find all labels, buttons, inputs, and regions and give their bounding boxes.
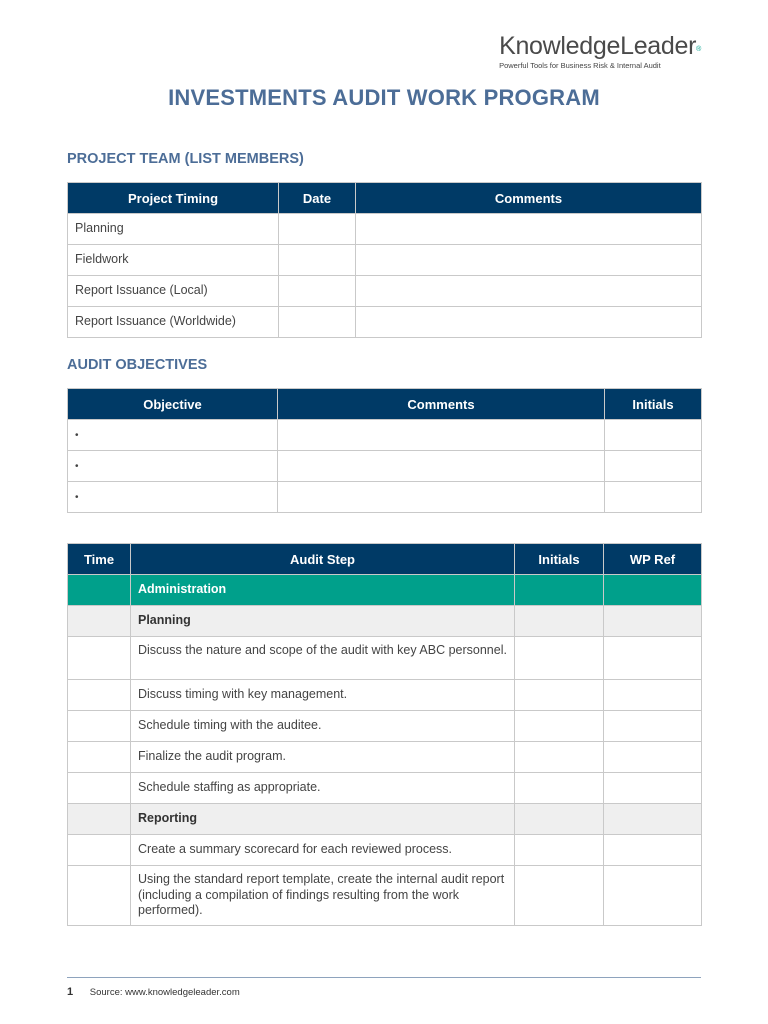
- subsection-row-planning: [68, 606, 702, 637]
- audit-step-cell: Schedule staffing as appropriate.: [131, 773, 515, 804]
- timing-cell: Report Issuance (Local): [68, 276, 279, 307]
- bullet-marker: •: [75, 429, 79, 441]
- logo-tagline: Powerful Tools for Business Risk & Internal Audit: [499, 61, 661, 70]
- bullet-marker: •: [75, 460, 79, 472]
- objective-cell[interactable]: [68, 451, 278, 482]
- date-cell[interactable]: [279, 276, 356, 307]
- project-team-heading: PROJECT TEAM (LIST MEMBERS): [67, 151, 304, 167]
- page-footer: [67, 986, 240, 998]
- table-header-row: [68, 389, 702, 420]
- timing-cell: Report Issuance (Worldwide): [68, 307, 279, 338]
- audit-step-cell: Finalize the audit program.: [131, 742, 515, 773]
- audit-step-cell: Discuss timing with key management.: [131, 680, 515, 711]
- wp-ref-cell[interactable]: [604, 680, 702, 711]
- initials-cell[interactable]: [605, 482, 702, 513]
- initials-cell: [515, 606, 604, 637]
- subsection-row-reporting: [68, 804, 702, 835]
- wp-ref-cell: [604, 804, 702, 835]
- project-timing-table: [67, 182, 702, 338]
- initials-cell[interactable]: [605, 420, 702, 451]
- initials-cell[interactable]: [515, 637, 604, 680]
- comments-cell[interactable]: [278, 482, 605, 513]
- wp-ref-cell[interactable]: [604, 637, 702, 680]
- audit-step-cell: Create a summary scorecard for each reviewed process.: [131, 835, 515, 866]
- initials-cell[interactable]: [515, 835, 604, 866]
- table-row: [68, 711, 702, 742]
- initials-cell[interactable]: [515, 742, 604, 773]
- initials-cell[interactable]: [605, 451, 702, 482]
- comments-cell[interactable]: [278, 420, 605, 451]
- knowledgeleader-logo: [499, 32, 701, 70]
- table-header-row: [68, 544, 702, 575]
- column-header: Initials: [515, 544, 604, 575]
- wp-ref-cell: [604, 606, 702, 637]
- time-cell: [68, 575, 131, 606]
- column-header: Comments: [356, 183, 702, 214]
- initials-cell: [515, 804, 604, 835]
- date-cell[interactable]: [279, 214, 356, 245]
- wp-ref-cell[interactable]: [604, 742, 702, 773]
- table-row: [68, 866, 702, 926]
- comments-cell[interactable]: [356, 307, 702, 338]
- wp-ref-cell[interactable]: [604, 773, 702, 804]
- audit-steps-table: [67, 543, 702, 926]
- table-row: [68, 773, 702, 804]
- wp-ref-cell[interactable]: [604, 711, 702, 742]
- section-row-administration: [68, 575, 702, 606]
- column-header: Comments: [278, 389, 605, 420]
- table-row: [68, 307, 702, 338]
- initials-cell: [515, 575, 604, 606]
- initials-cell[interactable]: [515, 773, 604, 804]
- audit-step-cell: Using the standard report template, create the internal audit report (including a compilation of findings resulting from the work performed).: [131, 866, 515, 926]
- table-row: [68, 482, 702, 513]
- timing-cell: Planning: [68, 214, 279, 245]
- audit-step-cell: Schedule timing with the auditee.: [131, 711, 515, 742]
- time-cell[interactable]: [68, 711, 131, 742]
- comments-cell[interactable]: [356, 276, 702, 307]
- footer-source: Source: www.knowledgeleader.com: [89, 987, 240, 998]
- table-header-row: [68, 183, 702, 214]
- table-row: [68, 742, 702, 773]
- subsection-label: Planning: [131, 606, 515, 637]
- audit-step-cell: Discuss the nature and scope of the audit with key ABC personnel.: [131, 637, 515, 680]
- subsection-label: Reporting: [131, 804, 515, 835]
- section-label: Administration: [131, 575, 515, 606]
- date-cell[interactable]: [279, 307, 356, 338]
- table-row: [68, 835, 702, 866]
- wp-ref-cell: [604, 575, 702, 606]
- initials-cell[interactable]: [515, 711, 604, 742]
- column-header: Objective: [68, 389, 278, 420]
- audit-objectives-heading: AUDIT OBJECTIVES: [67, 357, 208, 373]
- bullet-marker: •: [75, 491, 79, 503]
- date-cell[interactable]: [279, 245, 356, 276]
- column-header: WP Ref: [604, 544, 702, 575]
- time-cell[interactable]: [68, 742, 131, 773]
- column-header: Date: [279, 183, 356, 214]
- comments-cell[interactable]: [356, 245, 702, 276]
- table-row: [68, 451, 702, 482]
- table-row: [68, 637, 702, 680]
- footer-divider: [67, 977, 701, 978]
- table-row: [68, 214, 702, 245]
- comments-cell[interactable]: [278, 451, 605, 482]
- column-header: Audit Step: [131, 544, 515, 575]
- table-row: [68, 245, 702, 276]
- table-row: [68, 680, 702, 711]
- column-header: Project Timing: [68, 183, 279, 214]
- page-number: 1: [67, 986, 74, 998]
- time-cell[interactable]: [68, 773, 131, 804]
- audit-objectives-table: [67, 388, 702, 513]
- objective-cell[interactable]: [68, 420, 278, 451]
- logo-wordmark: KnowledgeLeader®: [499, 32, 701, 60]
- wp-ref-cell[interactable]: [604, 835, 702, 866]
- time-cell[interactable]: [68, 637, 131, 680]
- time-cell: [68, 606, 131, 637]
- comments-cell[interactable]: [356, 214, 702, 245]
- time-cell[interactable]: [68, 835, 131, 866]
- column-header: Time: [68, 544, 131, 575]
- page-title: INVESTMENTS AUDIT WORK PROGRAM: [168, 85, 600, 110]
- initials-cell[interactable]: [515, 680, 604, 711]
- wp-ref-cell[interactable]: [604, 866, 702, 926]
- time-cell[interactable]: [68, 866, 131, 926]
- column-header: Initials: [605, 389, 702, 420]
- objective-cell[interactable]: [68, 482, 278, 513]
- table-row: [68, 276, 702, 307]
- timing-cell: Fieldwork: [68, 245, 279, 276]
- time-cell[interactable]: [68, 680, 131, 711]
- time-cell: [68, 804, 131, 835]
- initials-cell[interactable]: [515, 866, 604, 926]
- table-row: [68, 420, 702, 451]
